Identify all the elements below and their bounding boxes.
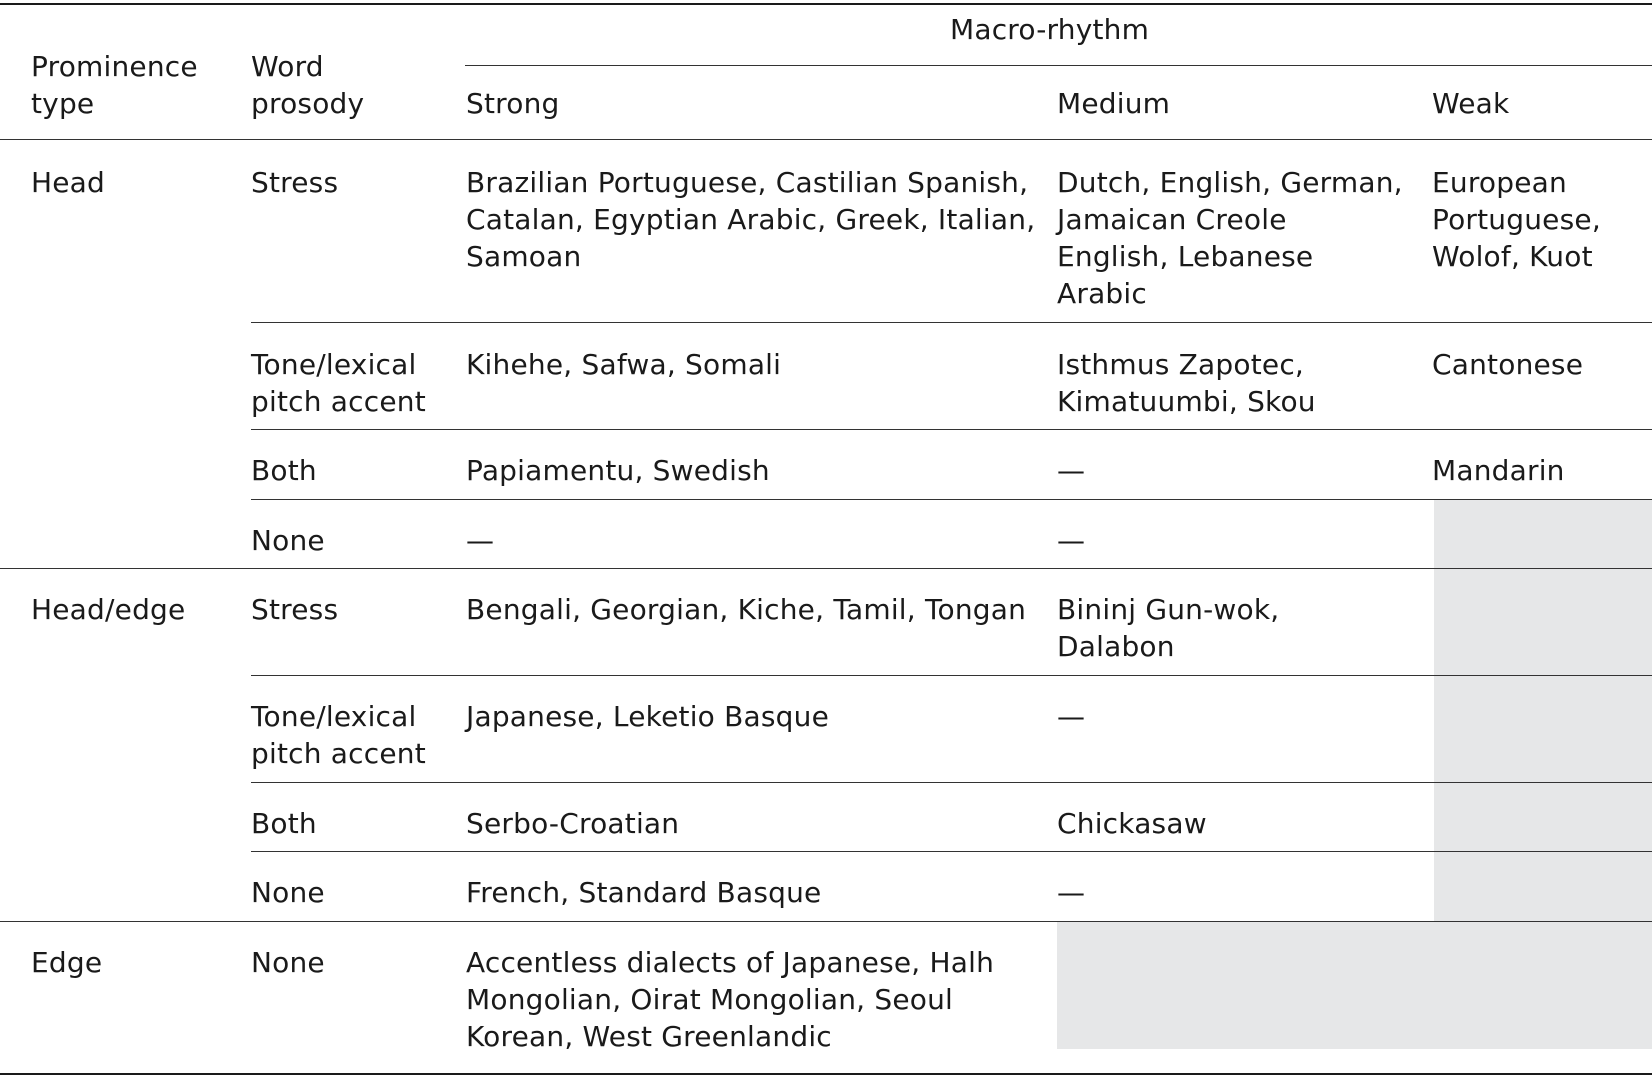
- top-rule: [0, 3, 1652, 5]
- strong-cell: Brazilian Portuguese, Castilian Spanish, Catalan, Egyptian Arabic, Greek, Italian, Samoan: [466, 166, 1036, 273]
- prosody-cell: None: [251, 524, 325, 557]
- row-rule: [251, 322, 1652, 323]
- medium-cell: Dutch, English, German, Jamaican Creole English, Lebanese Arabic: [1057, 166, 1403, 310]
- medium-cell: —: [1057, 700, 1086, 733]
- header-macro-rhythm: Macro-rhythm: [950, 13, 1150, 46]
- weak-cell: Cantonese: [1432, 348, 1584, 381]
- header-weak: Weak: [1432, 87, 1510, 120]
- group-label-edge: Edge: [31, 946, 103, 979]
- bottom-rule: [0, 1073, 1652, 1075]
- strong-cell: Serbo-Croatian: [466, 807, 680, 840]
- strong-cell: Papiamentu, Swedish: [466, 454, 770, 487]
- group-label-head-edge: Head/edge: [31, 593, 186, 626]
- strong-cell: Kihehe, Safwa, Somali: [466, 348, 782, 381]
- medium-cell: —: [1057, 524, 1086, 557]
- medium-cell: Chickasaw: [1057, 807, 1207, 840]
- medium-cell: —: [1057, 454, 1086, 487]
- header-word-prosody: Word prosody: [251, 50, 365, 120]
- strong-cell: French, Standard Basque: [466, 876, 822, 909]
- strong-cell: Accentless dialects of Japanese, Halh Mongolian, Oirat Mongolian, Seoul Korean, West Greenlandic: [466, 946, 995, 1053]
- prosody-cell: Both: [251, 807, 317, 840]
- group-rule: [0, 568, 1652, 569]
- medium-cell: Bininj Gun-wok, Dalabon: [1057, 593, 1280, 663]
- strong-cell: Bengali, Georgian, Kiche, Tamil, Tongan: [466, 593, 1027, 626]
- strong-cell: Japanese, Leketio Basque: [466, 700, 830, 733]
- weak-cell: European Portuguese, Wolof, Kuot: [1432, 166, 1601, 273]
- row-rule: [251, 851, 1652, 852]
- medium-cell: —: [1057, 876, 1086, 909]
- row-rule: [251, 675, 1652, 676]
- prosody-cell: Stress: [251, 166, 339, 199]
- medium-cell: Isthmus Zapotec, Kimatuumbi, Skou: [1057, 348, 1316, 418]
- row-rule: [251, 429, 1652, 430]
- prosody-cell: Tone/lexical pitch accent: [251, 700, 426, 770]
- shaded-cell-edge-medium-weak: [1057, 922, 1652, 1049]
- prosody-cell: None: [251, 946, 325, 979]
- prosody-cell: None: [251, 876, 325, 909]
- header-medium: Medium: [1057, 87, 1171, 120]
- strong-cell: —: [466, 524, 495, 557]
- weak-cell: Mandarin: [1432, 454, 1565, 487]
- shaded-cell-weak-head-none-to-headedge-none: [1434, 500, 1652, 922]
- prosody-cell: Both: [251, 454, 317, 487]
- header-bottom-rule: [0, 139, 1652, 140]
- macro-rhythm-rule: [465, 65, 1652, 66]
- header-strong: Strong: [466, 87, 560, 120]
- row-rule: [251, 499, 1652, 500]
- prosody-cell: Tone/lexical pitch accent: [251, 348, 426, 418]
- group-label-head: Head: [31, 166, 106, 199]
- group-rule: [0, 921, 1652, 922]
- prosody-cell: Stress: [251, 593, 339, 626]
- header-prominence-type: Prominence type: [31, 50, 198, 120]
- row-rule: [251, 782, 1652, 783]
